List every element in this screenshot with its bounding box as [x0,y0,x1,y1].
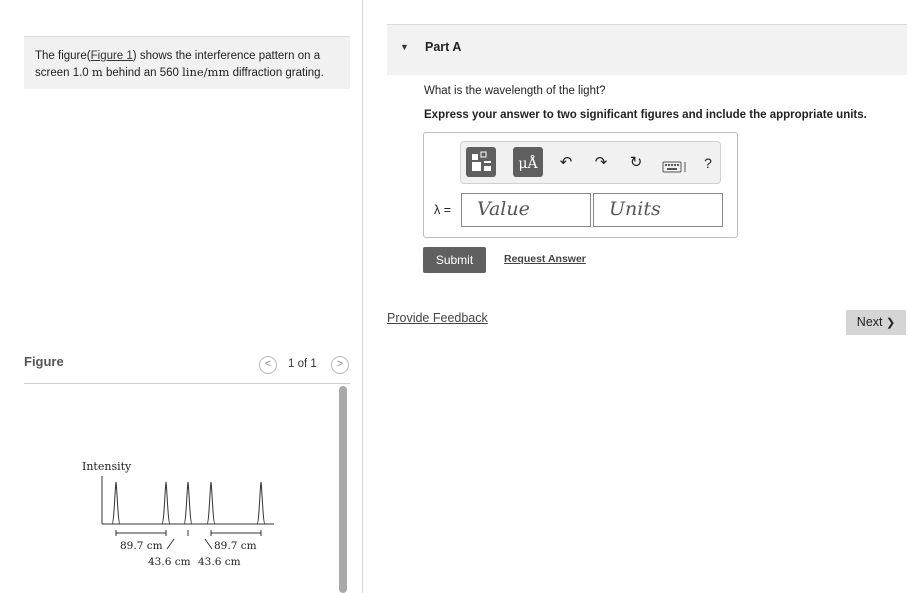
column-divider [362,0,363,593]
figure-next-button[interactable]: > [331,356,349,374]
redo-icon[interactable]: ↷ [594,154,608,171]
figure-scrollbar[interactable] [339,386,347,593]
intensity-peak [207,482,215,524]
units-button[interactable] [513,147,543,177]
collapse-caret-icon[interactable]: ▼ [400,42,409,52]
spacing-label-left: 89.7 cm [120,540,163,552]
problem-text-mid: ) shows the interference pattern on a screen 1.0 [35,50,321,79]
part-a-title: Part A [425,40,462,54]
interference-pattern-figure [24,384,339,593]
next-button-label: Next [856,315,883,329]
part-a-header[interactable] [387,24,907,75]
instructions-text: Express your answer to two significant figures and include the appropriate units. [424,109,867,121]
templates-button[interactable] [466,147,496,177]
figure-title: Figure [24,354,64,369]
spacing-label-right: 89.7 cm [214,540,257,552]
intensity-peak [112,482,120,524]
problem-text-after: diffraction grating. [229,67,324,79]
value-input[interactable]: Value [461,193,591,227]
units-input[interactable]: Units [593,193,723,227]
variable-label: λ = [434,203,452,217]
figure-page-count: 1 of 1 [288,358,317,370]
unit-m: m [91,65,103,79]
intensity-peak [184,482,192,524]
spacing-label-inner-left: 43.6 cm [148,556,191,568]
templates-icon [466,147,496,177]
question-text: What is the wavelength of the light? [424,85,606,97]
intensity-peak [257,482,265,524]
request-answer-link[interactable]: Request Answer [504,253,586,265]
figure-link[interactable]: Figure 1 [90,50,133,62]
undo-icon[interactable]: ↶ [559,154,573,171]
reset-icon[interactable]: ↻ [629,154,643,171]
spacing-label-inner-right: 43.6 cm [198,556,241,568]
help-icon[interactable]: ? [704,155,712,171]
problem-text-mid2: behind an 560 [102,67,183,79]
unit-line-mm: line/mm [182,65,230,79]
problem-statement [24,36,350,89]
chevron-right-icon: ❯ [885,317,896,329]
keyboard-icon[interactable] [662,160,688,174]
figure-prev-button[interactable]: < [259,356,277,374]
next-button[interactable] [846,310,906,335]
units-button-label: μÅ [518,156,538,172]
provide-feedback-link[interactable]: Provide Feedback [387,311,488,325]
problem-text-before: The figure( [35,50,91,62]
intensity-peak [162,482,170,524]
intensity-label: Intensity [82,460,132,473]
submit-button[interactable]: Submit [423,247,486,273]
